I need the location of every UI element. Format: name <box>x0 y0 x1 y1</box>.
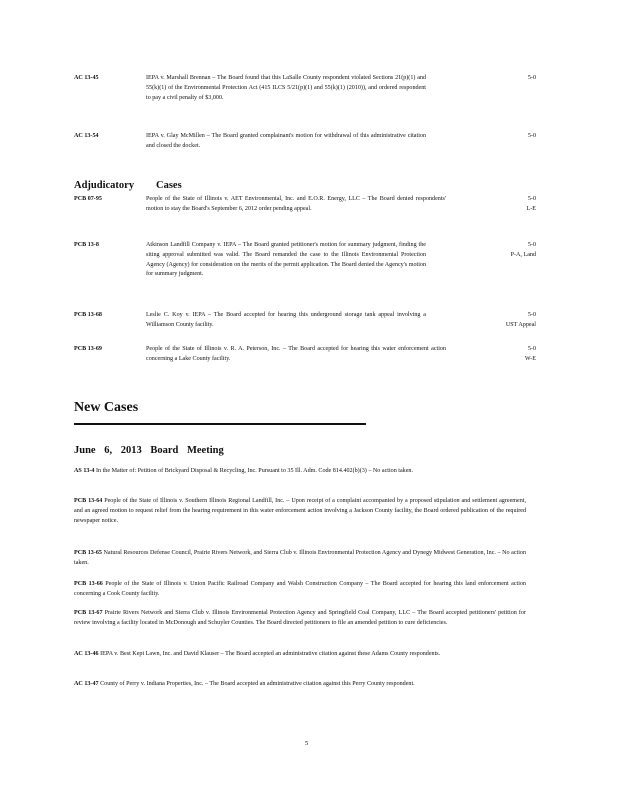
case-text: Prairie Rivers Network and Sierra Club v. Illinois Environmental Protection Agency and Springfield Coal Company, LLC – The Board accepted petitioners' petition for review involving a facility located in McDonough and Schuyler Counties. The Board directed petitioners to file an amended petition to cure deficiencies. <box>74 610 526 626</box>
case-id: AS 13-4 <box>74 468 95 474</box>
new-case-as-13-4 <box>74 467 526 477</box>
heading-right: Cases <box>156 180 182 191</box>
case-vote: 5-0 <box>527 133 536 139</box>
case-text: In the Matter of: Petition of Brickyard Disposal & Recycling, Inc. Pursuant to 35 Ill. Adm. Code 814.402(b)(3) – No action taken. <box>96 468 414 474</box>
new-case-pcb-13-66 <box>74 580 526 600</box>
case-text: People of the State of Illinois v. Union Pacific Railroad Company and Walsh Construction Company – The Board accepted for hearing this land enforcement action concerning a Cook County facility. <box>74 581 526 597</box>
heading-left: Adjudicatory <box>74 180 135 191</box>
case-id: PCB 13-67 <box>74 610 103 616</box>
new-cases-heading: New Cases <box>74 400 139 415</box>
case-id: PCB 13-69 <box>74 346 102 352</box>
board-meeting-heading: June 6, 2013 Board Meeting <box>74 445 224 456</box>
new-case-pcb-13-67 <box>74 609 526 629</box>
case-vote: 5-0 UST Appeal <box>505 312 536 328</box>
new-case-ac-13-46 <box>74 650 526 660</box>
case-id: PCB 13-64 <box>74 498 103 504</box>
case-text: IEPA v. Glay McMillen – The Board granted complainant's motion for withdrawal of this administrative citation and closed the docket. <box>146 133 426 149</box>
case-vote: 5-0 <box>527 75 536 81</box>
case-vote: 5-0 P-A, Land <box>510 242 536 258</box>
case-id: AC 13-46 <box>74 651 99 657</box>
case-id: PCB 13-8 <box>74 242 99 248</box>
case-text: Natural Resources Defense Council, Prairie Rivers Network, and Sierra Club v. Illinois Environmental Protection Agency and Dynegy Midwest Generation, Inc. – No action taken. <box>74 550 526 566</box>
section-rule <box>74 423 366 425</box>
new-case-ac-13-47 <box>74 680 526 690</box>
case-text: County of Perry v. Indiana Properties, Inc. – The Board accepted an administrative citation against this Perry County respondent. <box>100 681 415 687</box>
case-id: AC 13-47 <box>74 681 99 687</box>
case-id: PCB 13-68 <box>74 312 102 318</box>
case-text: Leslie C. Koy v. IEPA – The Board accepted for hearing this underground storage tank appeal involving a Williamson County facility. <box>146 312 426 328</box>
case-vote: 5-0 W-E <box>524 346 536 362</box>
case-text: IEPA v. Best Kept Lawn, Inc. and David Klauser – The Board accepted an administrative citation against these Adams County respondents. <box>100 651 441 657</box>
case-id: PCB 07-95 <box>74 196 102 202</box>
case-id: PCB 13-66 <box>74 581 103 587</box>
case-text: IEPA v. Marshall Brennan – The Board found that this LaSalle County respondent violated Sections 21(p)(1) and 55(k)(1) of the Environmental Protection Act (415 ILCS 5/21(p)(1) and 55(k)(1) (2010)), and ordered respondent to pay a civil penalty of $3,000. <box>146 75 426 101</box>
case-id: AC 13-45 <box>74 75 99 81</box>
new-case-pcb-13-64 <box>74 497 526 526</box>
case-text: Atkinson Landfill Company v. IEPA – The Board granted petitioner's motion for summary judgment, finding the siting approval submitted was valid. The Board remanded the case to the Illinois Environmental Protection Agency (Agency) for consideration on the merits of the permit application. The Board denied the Agency's motion for summary judgment. <box>146 242 426 278</box>
case-text: People of the State of Illinois v. Southern Illinois Regional Landfill, Inc. – Upon receipt of a complaint accompanied by a proposed stipulation and settlement agreement, and an agreed motion to request relief from the hearing requirement in this water enforcement action involving a Jackson County facility, the Board ordered publication of the required newspaper notice. <box>74 498 526 524</box>
case-text: People of the State of Illinois v. AET Environmental, Inc. and E.O.R. Energy, LLC – The Board denied respondents' motion to stay the Board's September 6, 2012 order pending appeal. <box>146 196 446 212</box>
case-vote: 5-0 L-E <box>526 196 536 212</box>
case-text: People of the State of Illinois v. R. A. Peterson, Inc. – The Board accepted for hearing this water enforcement action concerning a Lake County facility. <box>146 346 446 362</box>
new-case-pcb-13-65 <box>74 549 526 569</box>
case-id: AC 13-54 <box>74 133 99 139</box>
page-number: 5 <box>305 740 309 747</box>
case-id: PCB 13-65 <box>74 550 102 556</box>
adjudicatory-cases-heading <box>74 180 182 191</box>
